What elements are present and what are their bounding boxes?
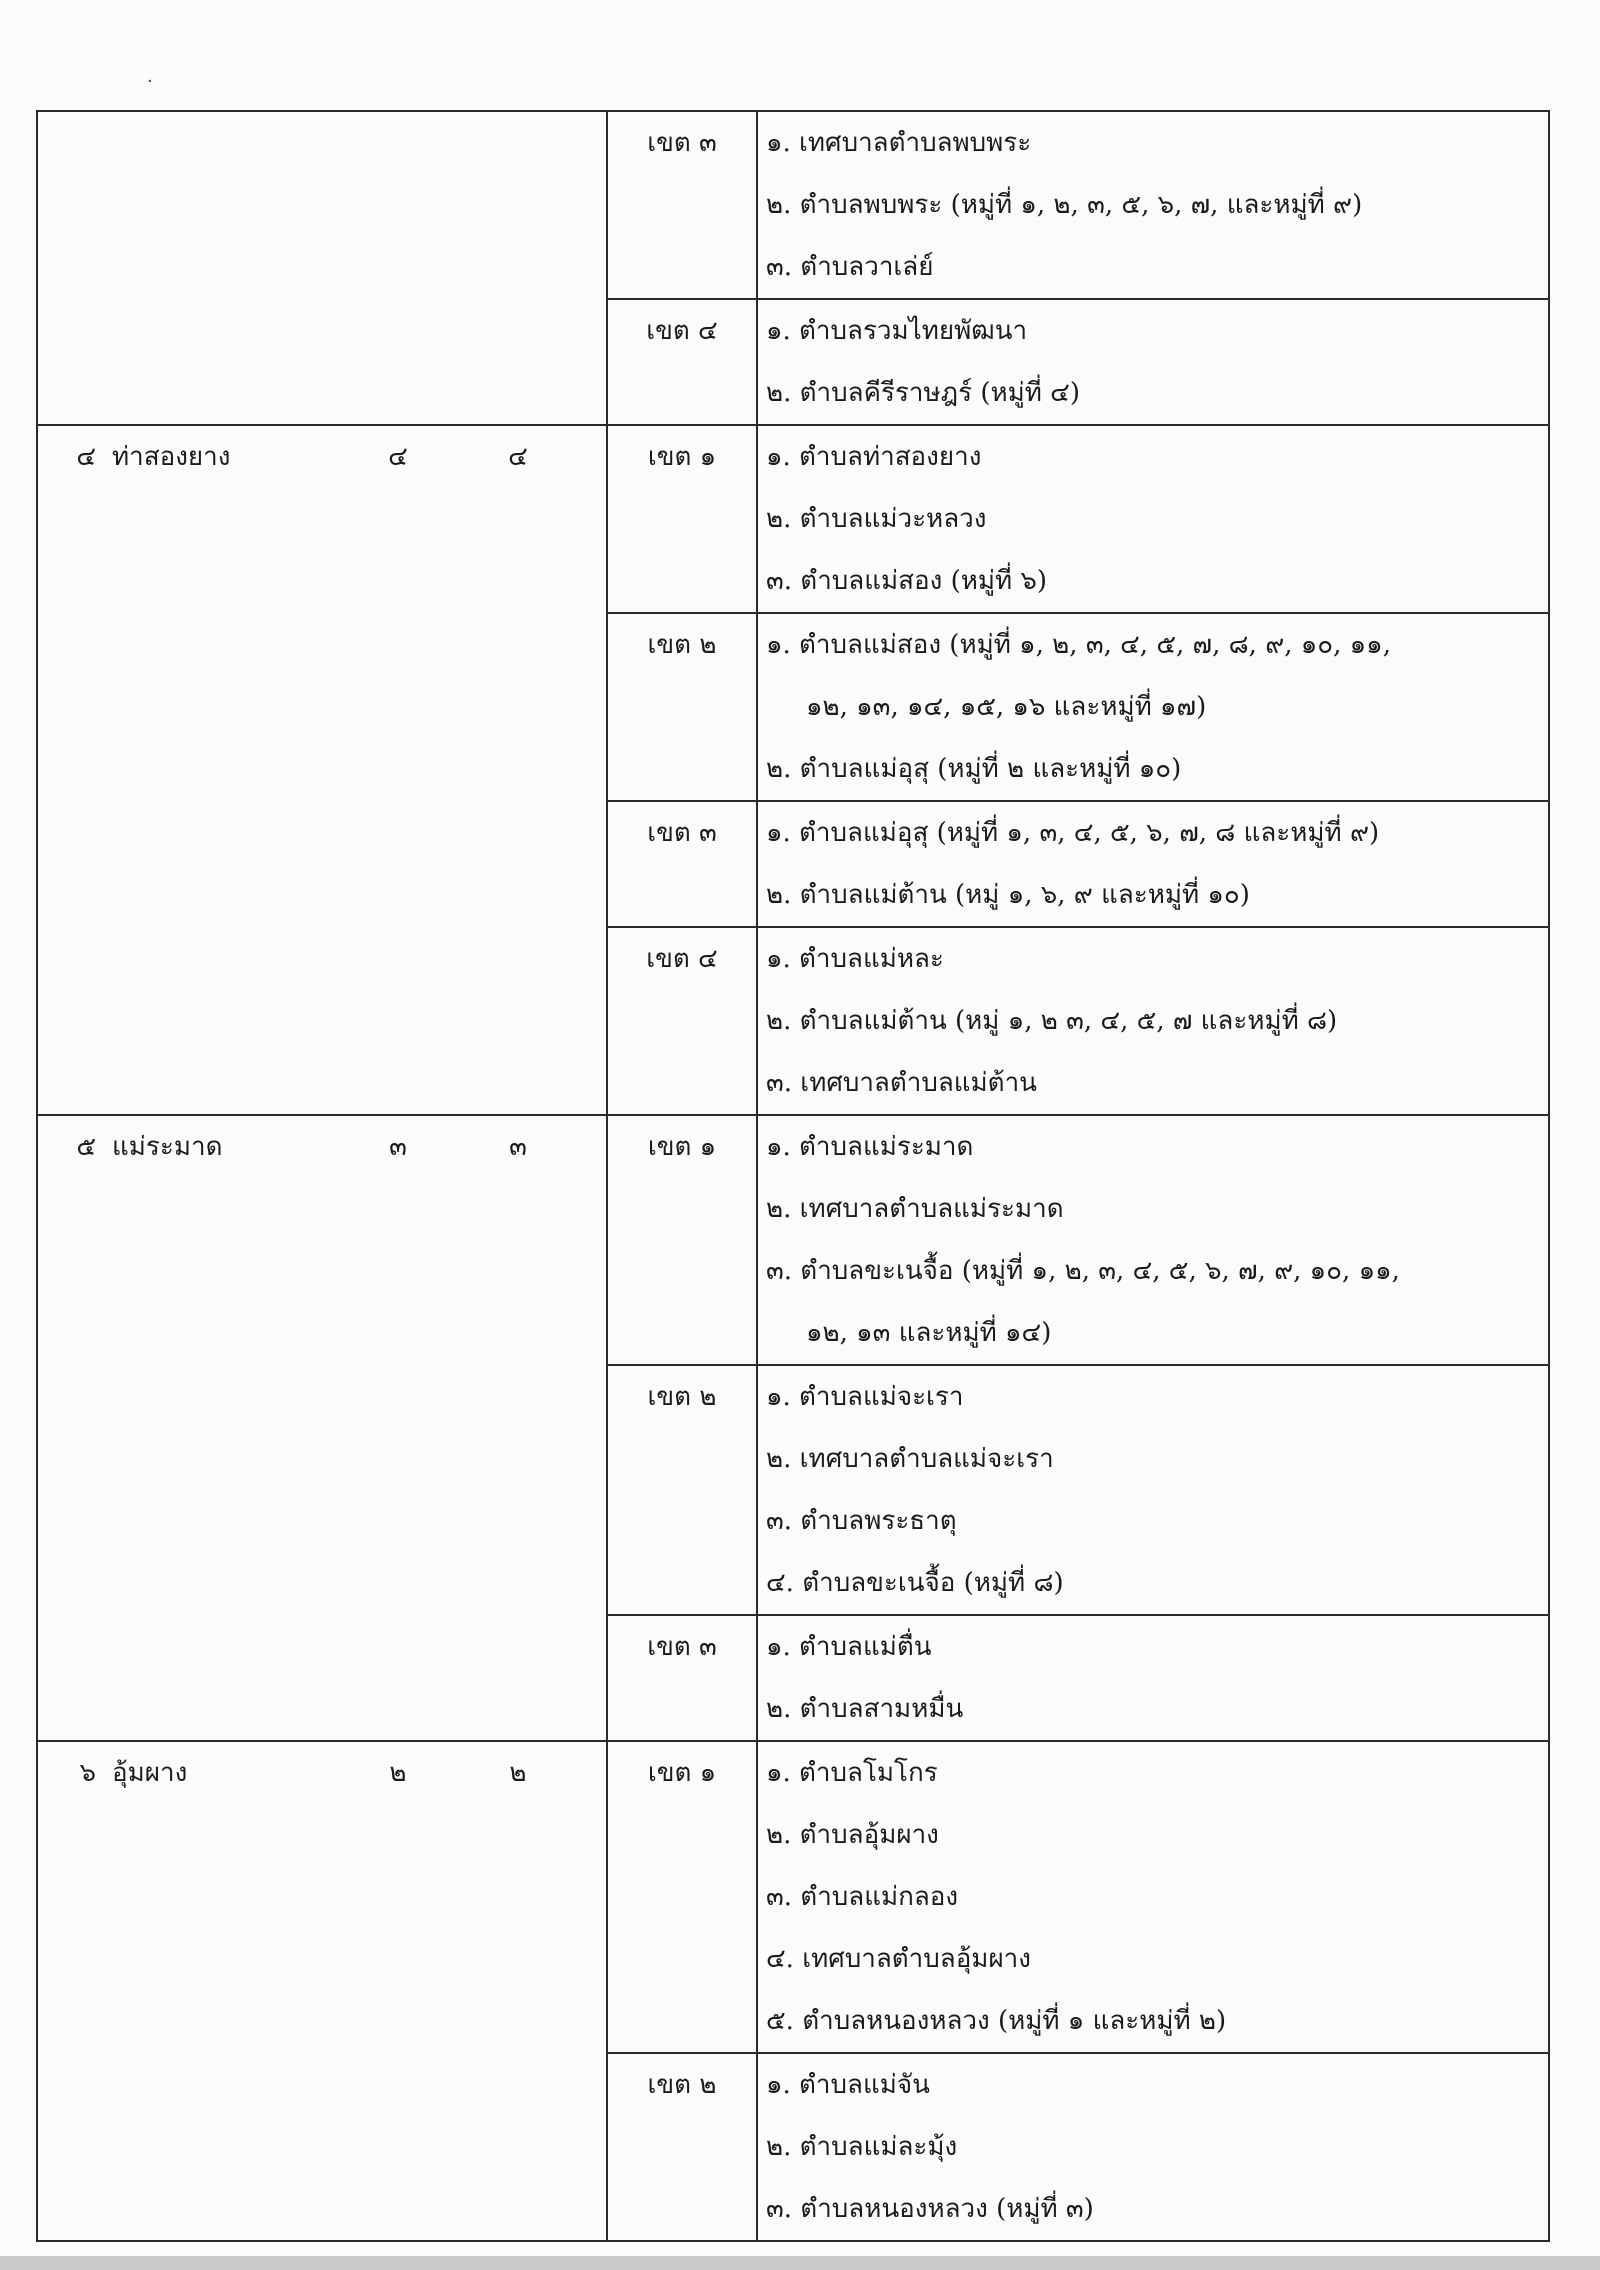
area-item: ๒. เทศบาลตำบลแม่ระมาด xyxy=(766,1194,1064,1224)
district-name: ท่าสองยาง xyxy=(112,442,231,472)
area-item: ๑. ตำบลแม่หละ xyxy=(766,944,944,974)
zone-label: เขต ๒ xyxy=(647,630,717,660)
district-count-1: ๒ xyxy=(389,1758,407,1788)
zone-cell xyxy=(607,425,757,613)
district-number: ๕ xyxy=(76,1132,96,1162)
district-cell xyxy=(37,111,607,425)
table-row xyxy=(37,1741,1549,2053)
district-cell xyxy=(37,425,607,1115)
area-item: ๕. ตำบลหนองหลวง (หมู่ที่ ๑ และหมู่ที่ ๒) xyxy=(766,2006,1227,2036)
area-item: ๓. ตำบลแม่กลอง xyxy=(766,1882,959,1912)
zone-label: เขต ๑ xyxy=(647,1132,717,1162)
area-item: ๒. ตำบลคีรีราษฎร์ (หมู่ที่ ๔) xyxy=(766,378,1080,408)
district-number: ๔ xyxy=(76,442,96,472)
zone-label: เขต ๑ xyxy=(647,442,717,472)
area-item: ๔. เทศบาลตำบลอุ้มผาง xyxy=(766,1944,1031,1974)
area-item: ๒. ตำบลแม่วะหลวง xyxy=(766,504,987,534)
zone-cell xyxy=(607,111,757,299)
district-count-1: ๓ xyxy=(389,1132,407,1162)
district-count-2: ๓ xyxy=(509,1132,527,1162)
zone-cell xyxy=(607,1115,757,1365)
zone-label: เขต ๒ xyxy=(647,2070,717,2100)
area-item: ๒. ตำบลอุ้มผาง xyxy=(766,1820,939,1850)
zone-cell xyxy=(607,801,757,927)
zone-cell xyxy=(607,613,757,801)
areas-cell xyxy=(757,1365,1549,1615)
area-item: ๒. ตำบลสามหมื่น xyxy=(766,1694,964,1724)
district-count-2: ๔ xyxy=(508,442,528,472)
areas-cell xyxy=(757,111,1549,299)
zone-label: เขต ๑ xyxy=(647,1758,717,1788)
zone-cell xyxy=(607,1741,757,2053)
zone-label: เขต ๓ xyxy=(647,128,717,158)
scan-mark: ٠ xyxy=(145,70,155,91)
area-item: ๑. ตำบลโมโกร xyxy=(766,1758,938,1788)
areas-cell xyxy=(757,613,1549,801)
zone-cell xyxy=(607,2053,757,2241)
zone-label: เขต ๓ xyxy=(647,1632,717,1662)
zone-cell xyxy=(607,1615,757,1741)
zone-cell xyxy=(607,299,757,425)
district-cell xyxy=(37,1741,607,2241)
area-item: ๓. ตำบลวาเล่ย์ xyxy=(766,252,934,282)
areas-cell xyxy=(757,1115,1549,1365)
areas-cell xyxy=(757,299,1549,425)
areas-cell xyxy=(757,801,1549,927)
area-item: ๓. เทศบาลตำบลแม่ต้าน xyxy=(766,1068,1037,1098)
areas-cell xyxy=(757,1741,1549,2053)
area-item: ๒. เทศบาลตำบลแม่จะเรา xyxy=(766,1444,1054,1474)
area-item: ๒. ตำบลแม่ต้าน (หมู่ ๑, ๖, ๙ และหมู่ที่ ๑๐) xyxy=(766,880,1250,910)
district-zone-table xyxy=(36,110,1550,2242)
area-item: ๑. ตำบลแม่อุสุ (หมู่ที่ ๑, ๓, ๔, ๕, ๖, ๗, ๘ และหมู่ที่ ๙) xyxy=(766,818,1380,848)
district-name: แม่ระมาด xyxy=(112,1132,223,1162)
zone-cell xyxy=(607,927,757,1115)
area-item: ๑. ตำบลแม่ระมาด xyxy=(766,1132,974,1162)
zone-label: เขต ๔ xyxy=(646,316,718,346)
areas-cell xyxy=(757,927,1549,1115)
area-item: ๒. ตำบลแม่ต้าน (หมู่ ๑, ๒ ๓, ๔, ๕, ๗ และหมู่ที่ ๘) xyxy=(766,1006,1338,1036)
zone-label: เขต ๒ xyxy=(647,1382,717,1412)
zone-cell xyxy=(607,1365,757,1615)
district-count-1: ๔ xyxy=(388,442,408,472)
area-item: ๑๒, ๑๓, ๑๔, ๑๕, ๑๖ และหมู่ที่ ๑๗) xyxy=(806,692,1207,722)
area-item: ๑. ตำบลท่าสองยาง xyxy=(766,442,982,472)
area-item: ๑๒, ๑๓ และหมู่ที่ ๑๔) xyxy=(806,1318,1052,1348)
district-name: อุ้มผาง xyxy=(112,1758,188,1788)
area-item: ๑. เทศบาลตำบลพบพระ xyxy=(766,128,1032,158)
area-item: ๑. ตำบลแม่จะเรา xyxy=(766,1382,964,1412)
area-item: ๓. ตำบลหนองหลวง (หมู่ที่ ๓) xyxy=(766,2194,1094,2224)
areas-cell xyxy=(757,425,1549,613)
table-row xyxy=(37,1115,1549,1365)
district-count-2: ๒ xyxy=(509,1758,527,1788)
table-row xyxy=(37,425,1549,613)
zone-label: เขต ๔ xyxy=(646,944,718,974)
area-item: ๒. ตำบลพบพระ (หมู่ที่ ๑, ๒, ๓, ๕, ๖, ๗, และหมู่ที่ ๙) xyxy=(766,190,1363,220)
areas-cell xyxy=(757,1615,1549,1741)
table-row xyxy=(37,111,1549,299)
area-item: ๔. ตำบลขะเนจื้อ (หมู่ที่ ๘) xyxy=(766,1568,1064,1598)
area-item: ๓. ตำบลขะเนจื้อ (หมู่ที่ ๑, ๒, ๓, ๔, ๕, ๖, ๗, ๙, ๑๐, ๑๑, xyxy=(766,1256,1400,1286)
area-item: ๑. ตำบลแม่สอง (หมู่ที่ ๑, ๒, ๓, ๔, ๕, ๗, ๘, ๙, ๑๐, ๑๑, xyxy=(766,630,1391,660)
area-item: ๓. ตำบลพระธาตุ xyxy=(766,1506,957,1536)
area-item: ๒. ตำบลแม่ละมุ้ง xyxy=(766,2132,958,2162)
area-item: ๑. ตำบลแม่จัน xyxy=(766,2070,930,2100)
area-item: ๓. ตำบลแม่สอง (หมู่ที่ ๖) xyxy=(766,566,1048,596)
area-item: ๑. ตำบลรวมไทยพัฒนา xyxy=(766,316,1028,346)
area-item: ๑. ตำบลแม่ตื่น xyxy=(766,1632,932,1662)
district-cell xyxy=(37,1115,607,1741)
scan-bottom-edge xyxy=(0,2256,1600,2270)
area-item: ๒. ตำบลแม่อุสุ (หมู่ที่ ๒ และหมู่ที่ ๑๐) xyxy=(766,754,1182,784)
district-number: ๖ xyxy=(79,1758,96,1788)
areas-cell xyxy=(757,2053,1549,2241)
zone-label: เขต ๓ xyxy=(647,818,717,848)
